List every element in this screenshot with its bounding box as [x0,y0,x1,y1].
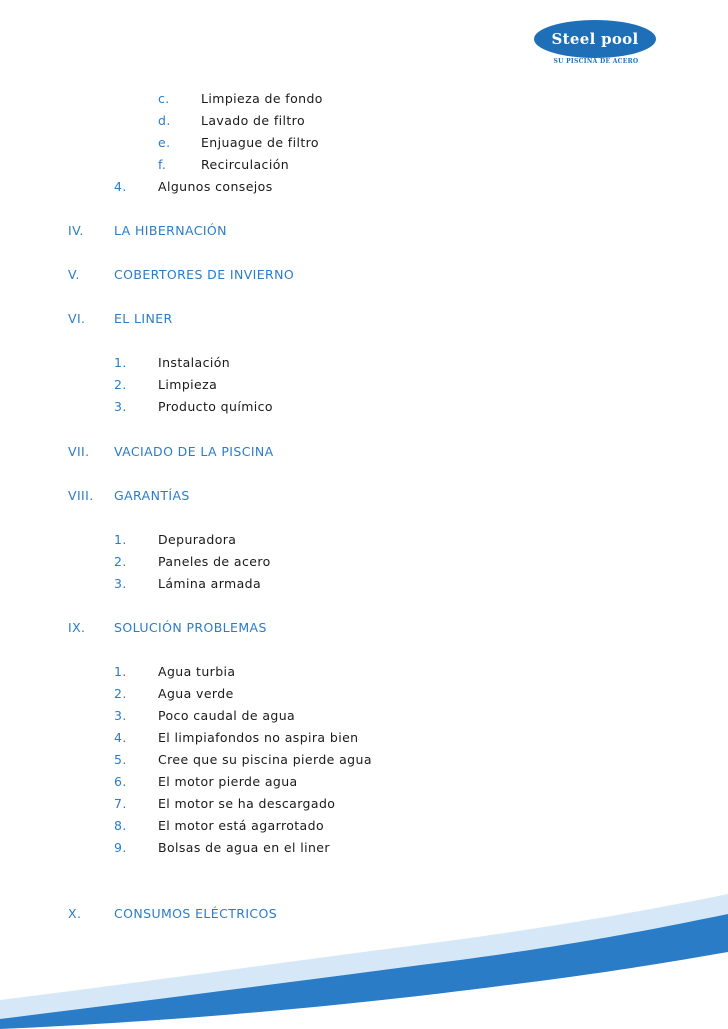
toc-item-number: 1. [114,532,127,547]
toc-item-text: Poco caudal de agua [158,708,296,723]
section-title: SOLUCIÓN PROBLEMAS [114,620,267,635]
toc-item-text: El limpiafondos no aspira bien [158,730,359,745]
toc-item-number: 3. [114,399,127,414]
logo-oval [534,20,656,58]
toc-item-text: Agua verde [158,686,234,701]
toc-item-text: Limpieza [158,377,218,392]
section-numeral: IX. [68,620,86,635]
decorative-waves [0,880,728,1029]
toc-subitem-text: Recirculación [201,157,290,172]
toc-item-number: 3. [114,708,127,723]
section-title: VACIADO DE LA PISCINA [114,444,274,459]
toc-item-number: 9. [114,840,127,855]
toc-item-number: 4. [114,730,127,745]
toc-subitem-letter: e. [158,135,171,150]
section-title: COBERTORES DE INVIERNO [114,267,295,282]
toc-item-text: Cree que su piscina pierde agua [158,752,372,767]
toc-item-number: 5. [114,752,127,767]
toc-item-text: Algunos consejos [158,179,273,194]
toc-item-text: Agua turbia [158,664,236,679]
section-numeral: VIII. [68,488,94,503]
section-numeral: X. [68,906,82,921]
section-numeral: IV. [68,223,84,238]
toc-subitem-letter: c. [158,91,170,106]
toc-item-number: 6. [114,774,127,789]
toc-item-number: 2. [114,554,127,569]
section-title: LA HIBERNACIÓN [114,223,227,238]
page-number: 5 [657,974,667,989]
toc-item-number: 8. [114,818,127,833]
toc-item-number: 7. [114,796,127,811]
toc-item-text: Depuradora [158,532,237,547]
section-title: CONSUMOS ELÉCTRICOS [114,906,278,921]
section-numeral: VII. [68,444,90,459]
toc-subitem-letter: f. [158,157,167,172]
toc-item-text: Producto químico [158,399,273,414]
steel-pool-logo [534,20,658,72]
toc-item-text: Instalación [158,355,231,370]
section-title: EL LINER [114,311,173,326]
toc-item-number: 1. [114,664,127,679]
toc-item-text: El motor se ha descargado [158,796,336,811]
toc-item-number: 4. [114,179,127,194]
toc-item-text: El motor pierde agua [158,774,298,789]
section-numeral: V. [68,267,80,282]
toc-subitem-text: Lavado de filtro [201,113,305,128]
toc-subitem-letter: d. [158,113,171,128]
section-numeral: VI. [68,311,86,326]
toc-item-number: 2. [114,377,127,392]
toc-item-text: Lámina armada [158,576,262,591]
toc-subitem-text: Enjuague de filtro [201,135,319,150]
logo-name: Steel pool [551,30,639,48]
toc-item-number: 1. [114,355,127,370]
toc-item-number: 2. [114,686,127,701]
toc-item-number: 3. [114,576,127,591]
logo-tagline: SU PISCINA DE ACERO [553,58,639,65]
section-title: GARANTÍAS [114,488,190,503]
toc-subitem-text: Limpieza de fondo [201,91,323,106]
toc-item-text: Bolsas de agua en el liner [158,840,330,855]
toc-item-text: Paneles de acero [158,554,271,569]
toc-item-text: El motor está agarrotado [158,818,324,833]
